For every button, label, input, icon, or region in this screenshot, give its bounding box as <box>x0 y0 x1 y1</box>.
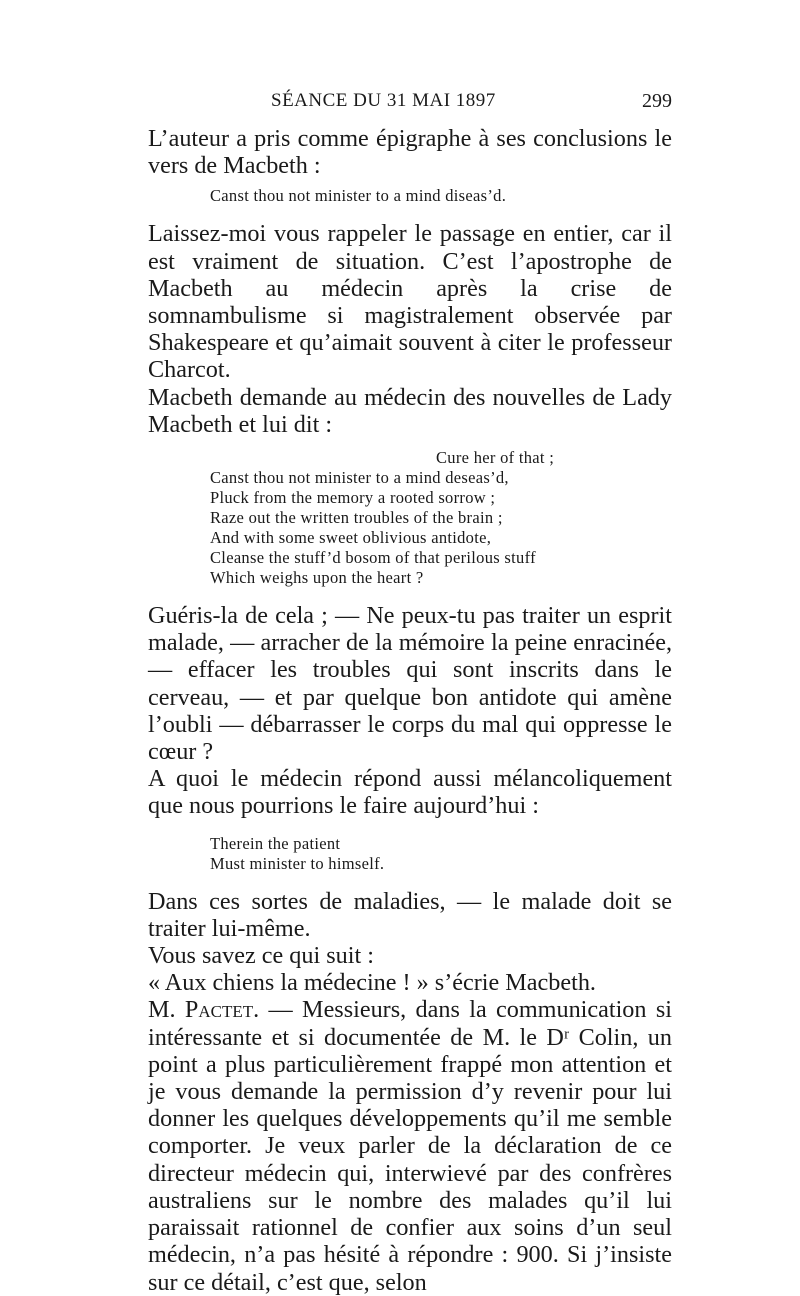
paragraph-passage-intro: Laissez-moi vous rappeler le passage en entier, car il est vraiment de situation. C’est l’apostrophe de Macbeth au médecin après la crise de somnambulisme si magistralement observée par Shakespeare et qu’aimait souvent à citer le professeur Charcot. <box>148 220 672 384</box>
verse-line: Cleanse the stuff’d bosom of that perilous stuff <box>210 548 536 568</box>
paragraph-epigraph-intro: L’auteur a pris comme épigraphe à ses conclusions le vers de Macbeth : <box>148 125 672 180</box>
paragraph-macbeth-asks: Macbeth demande au médecin des nouvelles de Lady Macbeth et lui dit : <box>148 383 672 438</box>
macbeth-verse-quote <box>210 448 610 588</box>
running-title-month: MAI <box>412 90 451 111</box>
epigraph-quote: Canst thou not minister to a mind diseas’d. <box>210 186 507 206</box>
verse-line: And with some sweet oblivious antidote, <box>210 528 492 548</box>
body-text <box>148 125 672 1296</box>
verse-line: Pluck from the memory a rooted sorrow ; <box>210 488 496 508</box>
running-title-year: 1897 <box>455 90 496 111</box>
verse-line: Which weighs upon the heart ? <box>210 568 424 588</box>
paragraph-maladies: Dans ces sortes de maladies, — le malade doit se traiter lui-même. <box>148 887 672 942</box>
verse-line: Canst thou not minister to a mind deseas’d, <box>210 468 509 488</box>
paragraph-doctor-reply: A quoi le médecin répond aussi mélancoliquement que nous pourrions le faire aujourd’hui : <box>148 765 672 820</box>
paragraph-exclamation: « Aux chiens la médecine ! » s’écrie Macbeth. <box>148 969 596 997</box>
speaker-name: M. Pactet. <box>148 996 260 1024</box>
paragraph-suite: Vous savez ce qui suit : <box>148 942 374 970</box>
paragraph-pactet <box>148 996 672 1295</box>
verse-line: Must minister to himself. <box>210 853 385 873</box>
doctor-verse-quote <box>210 834 610 874</box>
paragraph-translation: Guéris-la de cela ; — Ne peux-tu pas traiter un esprit malade, — arracher de la mémoire la peine enracinée, — effacer les troubles qui sont inscrits dans le cerveau, — et par quelque bon antidote qui amène l’oubli — débarrasser le corps du mal qui oppresse le cœur ? <box>148 602 672 766</box>
running-title <box>271 90 496 112</box>
running-header <box>148 90 672 120</box>
pactet-text: — Messieurs, dans la communication si intéressante et si documentée de M. le Dʳ Colin, un point a plus particulièrement frappé mon attention et je vous demande la permission d’y revenir pour lui donner les quelques développements qu’il me semble comporter. Je veux parler de la déclaration de ce directeur médecin qui, interwievé par des confrères australiens sur le nombre des malades qu’il lui paraissait rationnel de confier aux soins d’un seul médecin, n’a pas hésité à répondre : 900. Si j’insiste sur ce détail, c’est que, selon <box>148 996 672 1296</box>
verse-line: Cure her of that ; <box>436 448 555 468</box>
verse-line: Raze out the written troubles of the brain ; <box>210 508 503 528</box>
verse-line: Therein the patient <box>210 833 341 853</box>
page-number: 299 <box>642 90 672 112</box>
running-title-prefix: SÉANCE DU 31 <box>271 90 407 111</box>
